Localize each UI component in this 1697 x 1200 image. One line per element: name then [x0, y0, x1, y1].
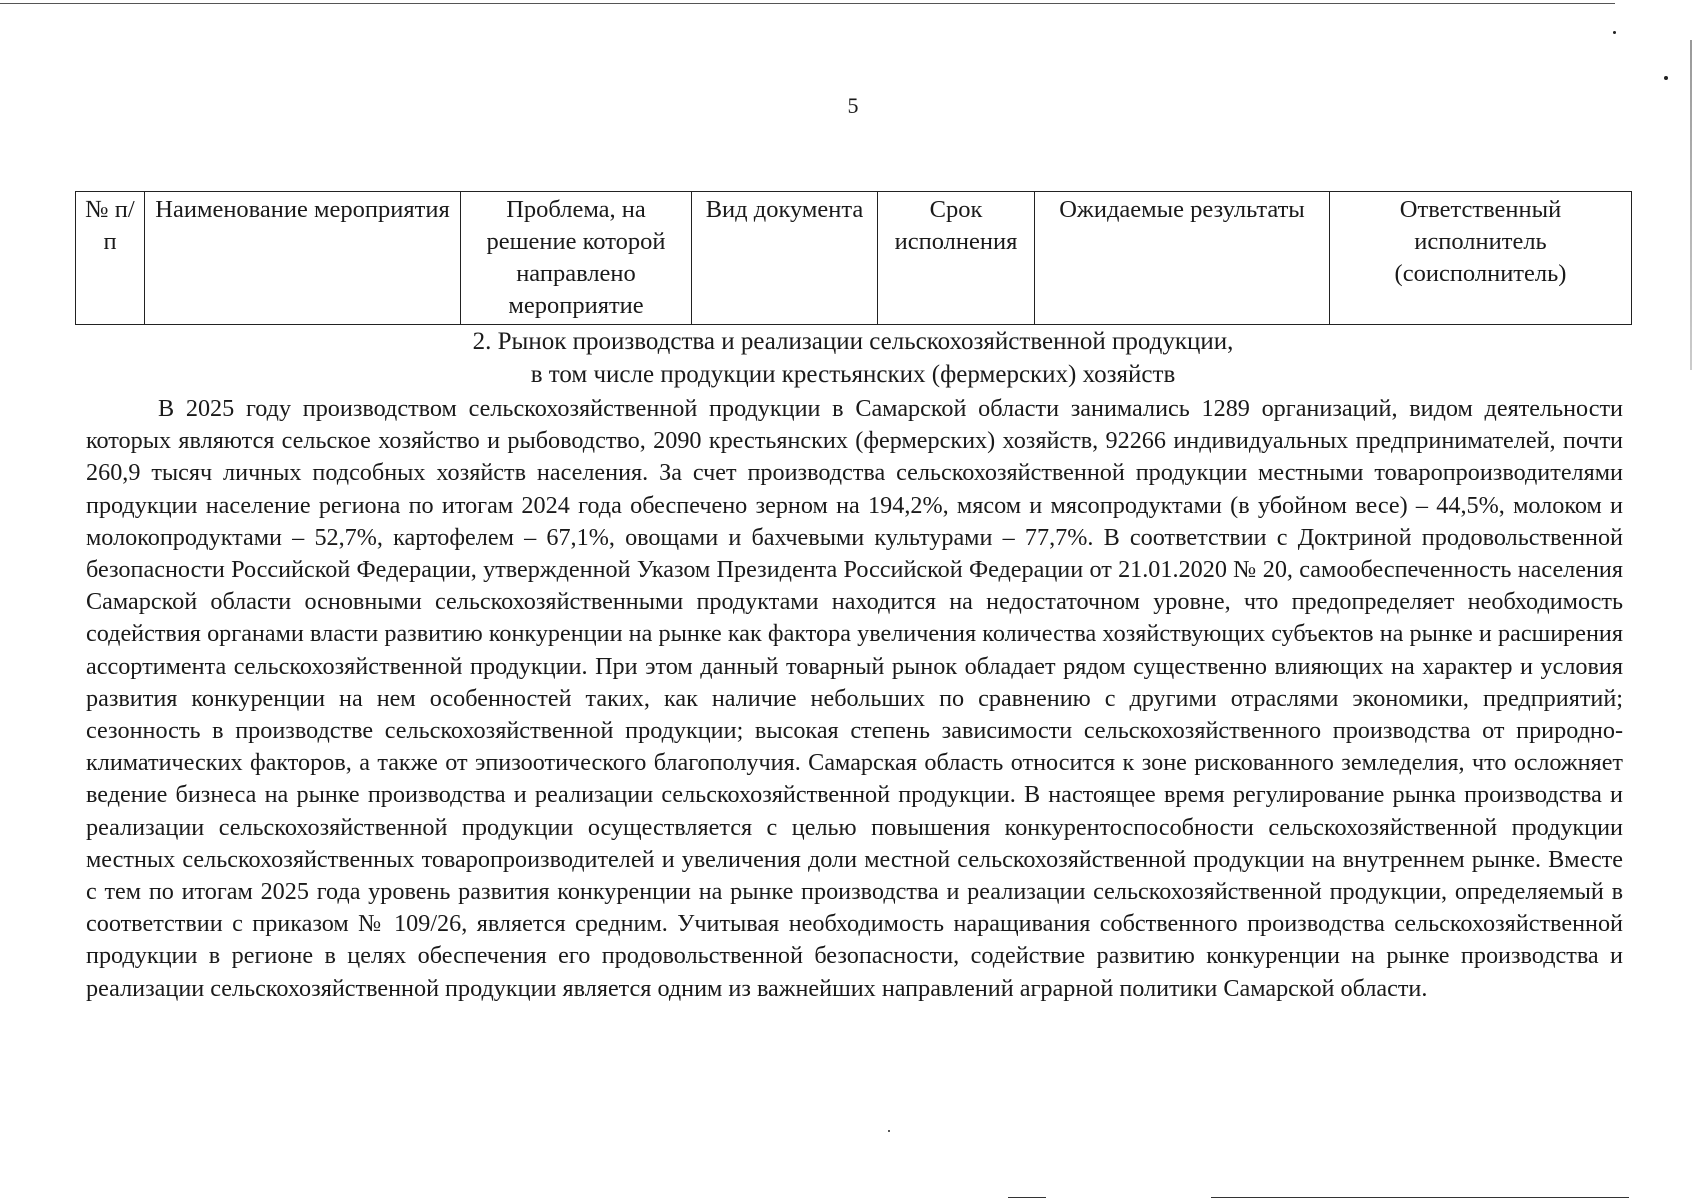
measures-table [75, 191, 1632, 325]
page-number: 5 [847, 93, 859, 118]
scan-border-bottom [1211, 1197, 1629, 1198]
header-number: № п/п [76, 192, 145, 325]
header-document-type: Вид документа [692, 192, 878, 325]
body-paragraph: В 2025 году производством сельскохозяйственной продукции в Самарской области занимались 1289 организаций, видом деятельности которых являются сельское хозяйство и рыбоводство, 2090 крестьянских (фермерских) хозяйств, 92266 индивидуальных предпринимателей, почти 260,9 тысяч личных подсобных хозяйств населения. За счет производства сельскохозяйственной продукции местными товаропроизводителями продукции население региона по итогам 2024 года обеспечено зерном на 194,2%, мясом и мясопродуктами (в убойном весе) – 44,5%, молоком и молокопродуктами – 52,7%, картофелем – 67,1%, овощами и бахчевыми культурами – 77,7%. В соответствии с Доктриной продовольственной безопасности Российской Федерации, утвержденной Указом Президента Российской Федерации от 21.01.2020 № 20, самообеспеченность населения Самарской области основными сельскохозяйственными продуктами находится на недостаточном уровне, что предопределяет необходимость содействия органами власти развитию конкуренции на рынке как фактора увеличения количества хозяйствующих субъектов на рынке и расширения ассортимента сельскохозяйственной продукции. При этом данный товарный рынок обладает рядом существенно влияющих на характер и условия развития конкуренции на нем особенностей таких, как наличие небольших по сравнению с другими отраслями экономики, предприятий; сезонность в производстве сельскохозяйственной продукции; высокая степень зависимости сельскохозяйственного производства от природно-климатических факторов, а также от эпизоотического благополучия. Самарская область относится к зоне рискованного земледелия, что осложняет ведение бизнеса на рынке производства и реализации сельскохозяйственной продукции. В настоящее время регулирование рынка производства и реализации сельскохозяйственной продукции осуществляется с целью повышения конкурентоспособности сельскохозяйственной продукции местных сельскохозяйственных товаропроизводителей и увеличения доли местной сельскохозяйственной продукции на внутреннем рынке. Вместе с тем по итогам 2025 года уровень развития конкуренции на рынке производства и реализации сельскохозяйственной продукции, определяемый в соответствии с приказом № 109/26, является средним. Учитывая необходимость наращивания собственного производства сельскохозяйственной продукции в регионе в целях обеспечения его продовольственной безопасности, содействие развитию конкуренции на рынке производства и реализации сельскохозяйственной продукции является одним из важнейших направлений аграрной политики Самарской области. [86, 395, 1623, 1002]
section-title-line-2: в том числе продукции крестьянских (фермерских) хозяйств [530, 361, 1176, 388]
section-title-line-1: 2. Рынок производства и реализации сельскохозяйственной продукции, [472, 328, 1234, 355]
header-problem: Проблема, на решение которой направлено мероприятие [461, 192, 692, 325]
scan-speck [1664, 76, 1668, 80]
header-measure-name: Наименование мероприятия [145, 192, 461, 325]
scan-speck [888, 1130, 890, 1132]
header-responsible: Ответственный исполнитель (соисполнитель) [1330, 192, 1632, 325]
scan-mark-bottom [1008, 1197, 1046, 1198]
scan-speck [1613, 31, 1616, 34]
section-title [75, 325, 1631, 391]
scan-edge-right [1690, 40, 1692, 370]
header-expected-results: Ожидаемые результаты [1035, 192, 1330, 325]
header-deadline: Срок исполнения [878, 192, 1035, 325]
scan-border-top [0, 3, 1615, 4]
table-header-row [76, 192, 1632, 325]
